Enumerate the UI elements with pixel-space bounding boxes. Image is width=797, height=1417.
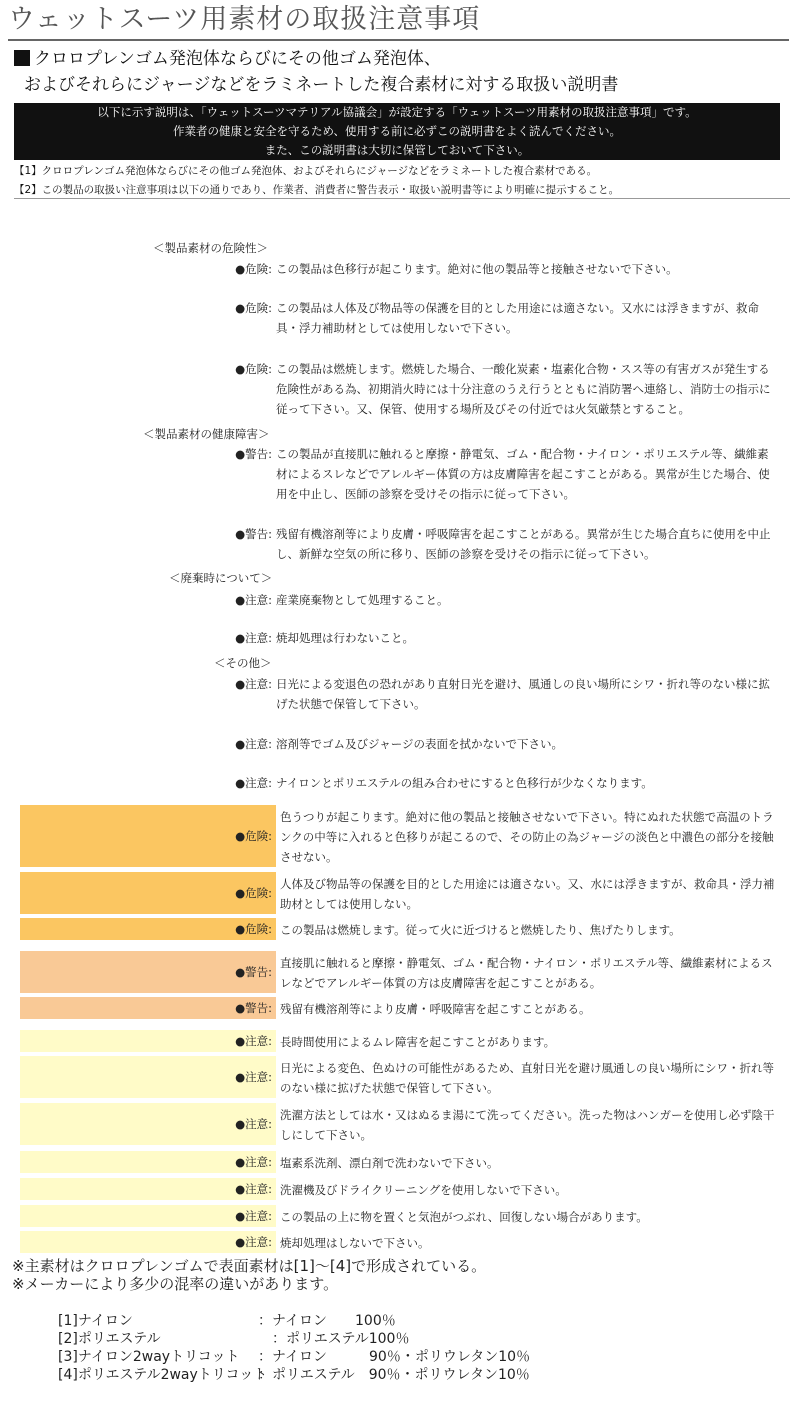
material-composition: ：ポリエステル 90％・ポリウレタン10％	[258, 1367, 530, 1383]
caution-row	[20, 1151, 781, 1173]
caution-label: ●注意:	[235, 776, 272, 790]
warning-text: 残留有機溶剤等により皮膚・呼吸障害を起こすことがある。	[276, 997, 781, 1019]
hazard-text: この製品は燃焼します。燃焼した場合、一酸化炭素・塩素化合物・スス等の有害ガスが発生する危険性がある為、初期消火時には十分注意のうえ行うとともに消防署へ連絡し、消防士の指示に従って下さい。又、保管、使用する場所及びその付近では火気厳禁とすること。	[276, 362, 771, 416]
caution-label: ●注意:	[235, 677, 272, 691]
material-spec-row	[58, 1331, 409, 1348]
warning-row	[20, 997, 781, 1019]
footnote: ※主素材はクロロプレンゴムで表面素材は[1]～[4]で形成されている。	[12, 1257, 487, 1275]
material-spec-row	[58, 1313, 396, 1330]
square-bullet-icon	[14, 50, 30, 66]
section-heading-health: ＜製品素材の健康障害＞	[143, 427, 270, 441]
material-name: [1]ナイロン	[58, 1313, 133, 1329]
caution-label: ●注意:	[235, 593, 272, 607]
warning-text: 直接肌に触れると摩擦・静電気、ゴム・配合物・ナイロン・ポリエステル等、繊維素材によるスレなどでアレルギー体質の方は皮膚障害を起こすことがある。	[276, 951, 781, 993]
warning-text: 残留有機溶剤等により皮膚・呼吸障害を起こすことがある。異常が生じた場合直ちに使用を中止し、新鮮な空気の所に移り、医師の診察を受けその指示に従って下さい。	[276, 527, 771, 561]
warning-label: ●警告:	[235, 447, 272, 461]
caution-text: 産業廃棄物として処理すること。	[276, 593, 449, 607]
material-name: [2]ポリエステル	[58, 1331, 161, 1347]
danger-text: この製品は燃焼します。従って火に近づけると燃焼したり、焦げたりします。	[276, 918, 781, 940]
hazard-text: この製品は人体及び物品等の保護を目的とした用途には適さない。又水には浮きますが、救命具・浮力補助材としては使用しないで下さい。	[276, 301, 759, 335]
caution-text: 洗濯方法としては水・又はぬるま湯にて洗ってください。洗った物はハンガーを使用し必ず陰干しにして下さい。	[276, 1103, 781, 1145]
scope-divider	[14, 198, 790, 199]
page-title: ウェットスーツ用素材の取扱注意事項	[8, 4, 481, 35]
caution-label: ●注意:	[235, 1117, 272, 1131]
scope-item-2: 【2】この製品の取扱い注意事項は以下の通りであり、作業者、消費者に警告表示・取扱い説明書等により明確に提示すること。	[14, 184, 620, 196]
caution-text: 塩素系洗剤、漂白剤で洗わないで下さい。	[276, 1151, 781, 1173]
warning-label: ●警告:	[235, 965, 272, 979]
notice-line: また、この説明書は大切に保管しておいて下さい。	[264, 143, 530, 157]
caution-label: ●注意:	[235, 1070, 272, 1084]
hazard-label: ●危険:	[235, 362, 272, 376]
caution-row	[20, 1056, 781, 1098]
scope-item-1: 【1】クロロプレンゴム発泡体ならびにその他ゴム発泡体、およびそれらにジャージなどをラミネートした複合素材である。	[14, 165, 598, 177]
subtitle-line-2: およびそれらにジャージなどをラミネートした複合素材に対する取扱い説明書	[24, 75, 619, 95]
caution-row	[20, 1030, 781, 1052]
caution-row	[20, 1231, 781, 1253]
material-composition: ：ポリエステル100％	[258, 1331, 410, 1347]
caution-text: 長時間使用によるムレ障害を起こすことがあります。	[276, 1030, 781, 1052]
danger-label: ●危険:	[235, 922, 272, 936]
danger-text: 色うつりが起こります。絶対に他の製品と接触させないで下さい。特にぬれた状態で高温のトランクの中等に入れると色移りが起こるので、その防止の為ジャージの淡色と中濃色の部分を接触させない。	[276, 805, 781, 867]
caution-text: ナイロンとポリエステルの組み合わせにすると色移行が少なくなります。	[276, 776, 653, 790]
warning-label: ●警告:	[235, 1001, 272, 1015]
caution-text: 溶剤等でゴム及びジャージの表面を拭かないで下さい。	[276, 737, 564, 751]
hazard-label: ●危険:	[235, 262, 272, 276]
danger-row	[20, 872, 781, 914]
notice-line: 以下に示す説明は、「ウェットスーツマテリアル協議会」が設定する「ウェットスーツ用素材の取扱注意事項」です。	[97, 105, 697, 119]
caution-label: ●注意:	[235, 1209, 272, 1223]
danger-text: 人体及び物品等の保護を目的とした用途には適さない。又、水には浮きますが、救命具・浮力補助材としては使用しない。	[276, 872, 781, 914]
material-composition: ：ナイロン 100％	[258, 1313, 396, 1329]
material-name: [4]ポリエステル2wayトリコット	[58, 1367, 268, 1383]
caution-row	[20, 1205, 781, 1227]
material-spec-row	[58, 1367, 530, 1384]
caution-label: ●注意:	[235, 737, 272, 751]
caution-label: ●注意:	[235, 631, 272, 645]
danger-row	[20, 918, 781, 940]
caution-text: 焼却処理はしないで下さい。	[276, 1231, 781, 1253]
caution-label: ●注意:	[235, 1182, 272, 1196]
section-heading-other: ＜その他＞	[214, 656, 272, 670]
danger-label: ●危険:	[235, 829, 272, 843]
caution-row	[20, 1178, 781, 1200]
caution-text: 日光による変色、色ぬけの可能性があるため、直射日光を避け風通しの良い場所にシワ・折れ等のない様に拡げた状態で保管して下さい。	[276, 1056, 781, 1098]
material-composition: ：ナイロン 90％・ポリウレタン10％	[258, 1349, 531, 1365]
notice-line: 作業者の健康と安全を守るため、使用する前に必ずこの説明書をよく読んでください。	[172, 124, 622, 138]
danger-label: ●危険:	[235, 886, 272, 900]
material-spec-row	[58, 1349, 530, 1366]
warning-text: この製品が直接肌に触れると摩擦・静電気、ゴム・配合物・ナイロン・ポリエステル等、繊維素材によるスレなどでアレルギー体質の方は皮膚障害を起こすことがある。異常が生じた場合、使用を中止し、医師の診察を受けその指示に従って下さい。	[276, 447, 770, 501]
caution-text: この製品の上に物を置くと気泡がつぶれ、回復しない場合があります。	[276, 1205, 781, 1227]
warning-row	[20, 951, 781, 993]
footnote: ※メーカーにより多少の混率の違いがあります。	[12, 1275, 339, 1293]
title-divider	[8, 39, 789, 41]
caution-row	[20, 1103, 781, 1145]
hazard-label: ●危険:	[235, 301, 272, 315]
material-name: [3]ナイロン2wayトリコット	[58, 1349, 240, 1365]
caution-label: ●注意:	[235, 1155, 272, 1169]
hazard-text: この製品は色移行が起こります。絶対に他の製品等と接触させないで下さい。	[276, 262, 678, 276]
caution-text: 日光による変退色の恐れがあり直射日光を避け、風通しの良い場所にシワ・折れ等のない様に拡げた状態で保管して下さい。	[276, 677, 771, 711]
danger-row	[20, 805, 781, 867]
caution-text: 焼却処理は行わないこと。	[276, 631, 414, 645]
warning-label: ●警告:	[235, 527, 272, 541]
caution-label: ●注意:	[235, 1034, 272, 1048]
subtitle-line-1: クロロプレンゴム発泡体ならびにその他ゴム発泡体、	[14, 46, 794, 72]
subtitle	[14, 46, 794, 98]
section-heading-disposal: ＜廃棄時について＞	[169, 571, 273, 585]
caution-label: ●注意:	[235, 1235, 272, 1249]
section-heading-hazards: ＜製品素材の危険性＞	[153, 241, 268, 255]
notice-box	[14, 103, 780, 160]
caution-text: 洗濯機及びドライクリーニングを使用しないで下さい。	[276, 1178, 781, 1200]
